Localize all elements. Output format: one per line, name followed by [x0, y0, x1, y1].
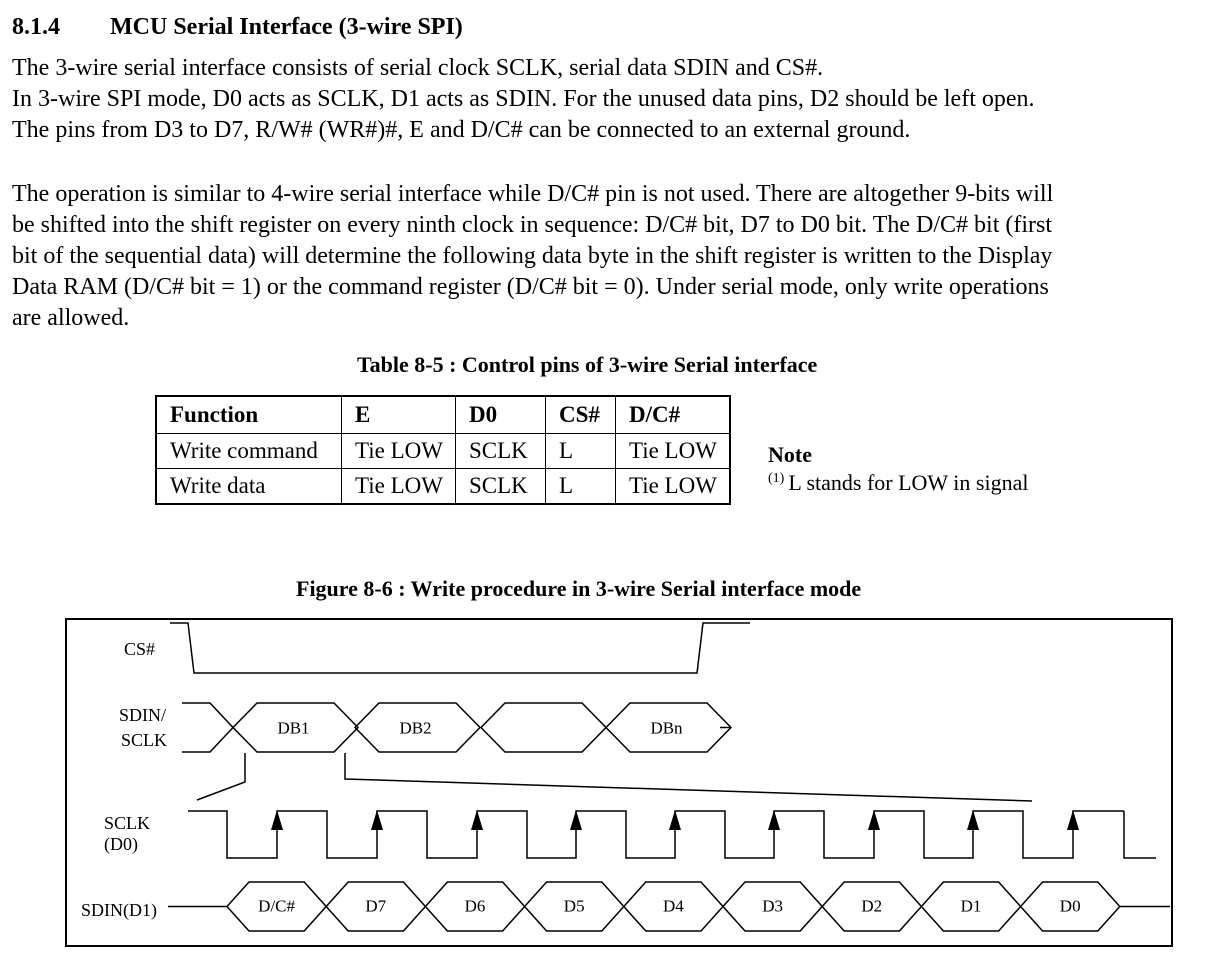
table-cell: Tie LOW [342, 434, 456, 469]
figure-caption: Figure 8-6 : Write procedure in 3-wire Serial interface mode [296, 576, 862, 601]
note-body: L stands for LOW in signal [788, 470, 1029, 495]
rising-edge-arrow [1067, 810, 1079, 830]
signal-label-sclk-d0: SCLK [104, 813, 151, 833]
sclk-end [1124, 811, 1156, 858]
sclk-line [188, 811, 1124, 858]
byte-label: DB1 [277, 718, 310, 738]
paragraph-line: In 3-wire SPI mode, D0 acts as SCLK, D1 acts as SDIN. For the unused data pins, D2 should be left open. [12, 86, 1035, 112]
bit-label: D5 [563, 896, 585, 916]
rising-edge-arrow [271, 810, 283, 830]
table-cell: Write data [156, 469, 342, 505]
table-header-cell: D/C# [615, 396, 730, 434]
paragraph-line: The pins from D3 to D7, R/W# (WR#)#, E and D/C# can be connected to an external ground. [12, 117, 911, 143]
table-cell: SCLK [455, 434, 545, 469]
figure-frame [66, 619, 1172, 946]
bit-label: D/C# [258, 896, 296, 916]
table-cell: L [545, 434, 615, 469]
paragraph-line: The 3-wire serial interface consists of serial clock SCLK, serial data SDIN and CS#. [12, 55, 824, 81]
bit-label: D0 [1059, 896, 1081, 916]
section-number: 8.1.4 [12, 14, 60, 40]
signal-label-sdin-d1: SDIN(D1) [81, 900, 157, 920]
bit-label: D6 [464, 896, 486, 916]
paragraph-line: are allowed. [12, 305, 130, 331]
byte-cell [481, 703, 606, 752]
table-cell: L [545, 469, 615, 505]
table-caption: Table 8-5 : Control pins of 3-wire Serial interface [357, 352, 818, 377]
bit-row [168, 882, 1170, 931]
rising-edge-arrow [371, 810, 383, 830]
paragraph-line: bit of the sequential data) will determine the following data byte in the shift register is written to the Display [12, 243, 1053, 269]
cs-waveform [170, 623, 750, 673]
note-marker: (1) [768, 471, 785, 486]
bit-label: D2 [861, 896, 883, 916]
expansion-line-right [345, 753, 1032, 801]
table-header-cell: CS# [545, 396, 615, 434]
rising-edge-arrow [967, 810, 979, 830]
signal-label-cs: CS# [124, 639, 156, 659]
paragraph-line: be shifted into the shift register on every ninth clock in sequence: D/C# bit, D7 to D0 bit. The D/C# bit (first [12, 212, 1053, 238]
note-title: Note [768, 442, 812, 467]
section-title: MCU Serial Interface (3-wire SPI) [110, 14, 463, 40]
signal-label-sdin: SDIN/ [119, 705, 167, 725]
bit-label: D3 [762, 896, 783, 916]
expansion-line-left [197, 753, 245, 800]
rising-edge-arrow [471, 810, 483, 830]
bit-label: D7 [365, 896, 387, 916]
paragraph-line: Data RAM (D/C# bit = 1) or the command register (D/C# bit = 0). Under serial mode, only write operations [12, 274, 1049, 300]
paragraph-line: The operation is similar to 4-wire serial interface while D/C# pin is not used. There are altogether 9-bits will [12, 181, 1054, 207]
bit-label: D4 [663, 896, 684, 916]
table-header-cell: Function [156, 396, 342, 434]
rising-edge-arrow [868, 810, 880, 830]
table-cell: Tie LOW [342, 469, 456, 505]
table-cell: Tie LOW [615, 434, 730, 469]
byte-row [182, 703, 731, 752]
table-header-cell: E [342, 396, 456, 434]
bit-label: D1 [960, 896, 982, 916]
sclk-waveform [188, 810, 1156, 858]
byte-label: DBn [650, 718, 683, 738]
byte-lead [182, 703, 233, 752]
byte-label: DB2 [399, 718, 432, 738]
rising-edge-arrow [768, 810, 780, 830]
rising-edge-arrow [669, 810, 681, 830]
table-cell: Tie LOW [615, 469, 730, 505]
table-header-cell: D0 [455, 396, 545, 434]
table-cell: SCLK [455, 469, 545, 505]
signal-label-sclk: SCLK [121, 730, 168, 750]
rising-edge-arrow [570, 810, 582, 830]
table-cell: Write command [156, 434, 342, 469]
signal-label-sclk-d0-pin: (D0) [104, 834, 138, 854]
